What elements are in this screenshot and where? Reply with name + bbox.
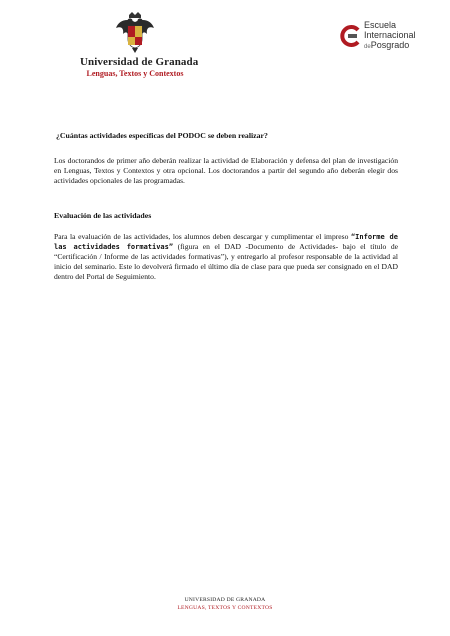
program-subtitle: Lenguas, Textos y Contextos bbox=[86, 69, 184, 78]
section-2-text-part-2: (figura en el DAD -Documento de Actividades- bajo el título de “Certificación / Informe de las actividades formativas”), y entregarlo al profesor responsable de la actividad al inicio del seminario. Este lo devolverá firmado el último día de clase para que pueda ser consignado en el DAD dentro del Portal de Seguimiento. bbox=[54, 242, 399, 281]
university-logo bbox=[80, 12, 199, 78]
section-2-form-name: “Informe de las actividades formativas” bbox=[54, 233, 398, 251]
section-2-heading: Evaluación de las actividades bbox=[54, 211, 152, 220]
double-headed-eagle-crest-icon bbox=[115, 12, 155, 54]
section-1-paragraph: Los doctorandos de primer año deberán realizar la actividad de Elaboración y defensa del plan de investigación en Lenguas, Textos y Contextos y otra opcional. Los doctorandos a partir del segundo año deberán elegir dos actividades opcionales de las programadas. bbox=[54, 156, 398, 185]
footer-university: UNIVERSIDAD DE GRANADA bbox=[184, 597, 266, 603]
section-2-paragraph bbox=[54, 232, 398, 282]
school-line-2: Internacional bbox=[364, 30, 416, 40]
page-footer bbox=[0, 596, 450, 612]
university-name: Universidad de Granada bbox=[80, 56, 199, 68]
footer-program: LENGUAS, TEXTOS Y CONTEXTOS bbox=[177, 605, 273, 611]
school-line-3-main: Posgrado bbox=[370, 40, 410, 50]
section-1-heading: ¿Cuántas actividades específicas del PODOC se deben realizar? bbox=[56, 131, 268, 140]
school-line-1: Escuela bbox=[364, 20, 397, 30]
graduate-school-logo bbox=[338, 20, 430, 62]
school-line-3 bbox=[364, 40, 416, 52]
school-line-3-prefix: de bbox=[364, 44, 371, 50]
graduate-school-mark-icon bbox=[338, 24, 362, 48]
graduate-school-name bbox=[364, 20, 416, 52]
section-2-text-part-1: Para la evaluación de las actividades, los alumnos deben descargar y cumplimentar el impreso bbox=[54, 232, 351, 241]
